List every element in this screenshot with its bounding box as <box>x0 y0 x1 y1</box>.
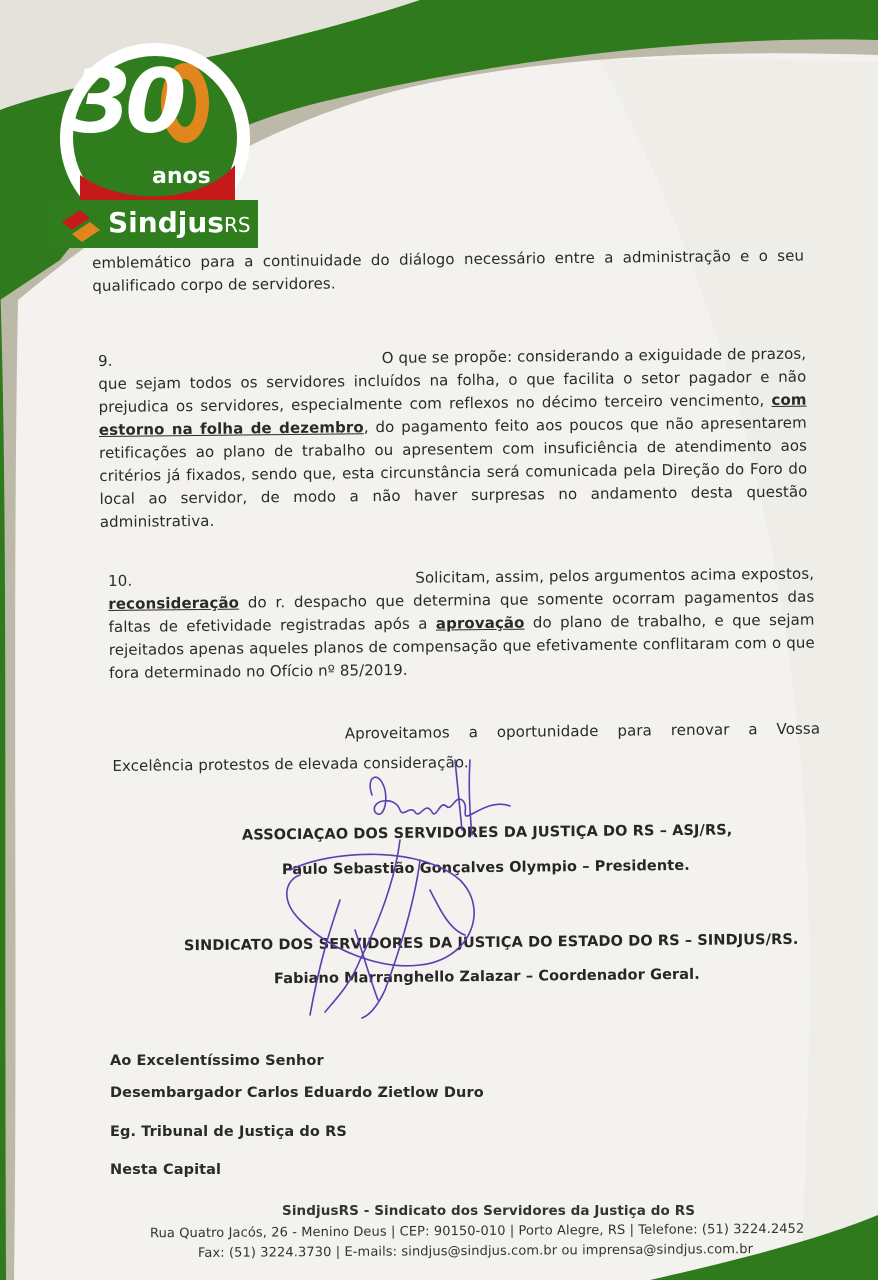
addressee-line-2: Desembargador Carlos Eduardo Zietlow Duro <box>110 1085 484 1101</box>
closing-paragraph <box>112 718 821 778</box>
logo-brand-suffix: RS <box>223 213 251 237</box>
footer-address: Rua Quatro Jacós, 26 - Menino Deus | CEP: 90150-010 | Porto Alegre, RS | Telefone: (51) 3224.2452 <box>149 1221 805 1242</box>
addressee-line-4: Nesta Capital <box>110 1162 222 1178</box>
addressee-line-1: Ao Excelentíssimo Senhor <box>110 1053 324 1069</box>
p10-text-a: do r. despacho que determina que somente ocorram pagamentos das faltas de efetividade registradas após a <box>108 587 815 636</box>
closing-start: Aproveitamos a oportunidade para renovar a Vossa <box>344 719 821 743</box>
p9-body <box>98 366 808 534</box>
logo-brand-name: Sindjus <box>108 206 224 239</box>
intro-line-1: emblemático para a continuidade do diálogo necessário entre a administração e o seu <box>92 246 805 272</box>
p9-start: O que se propõe: considerando a exiguidade de prazos, <box>381 344 807 368</box>
logo-number: 30 <box>70 50 181 153</box>
p10-emphasis-2: aprovação <box>435 613 525 633</box>
footer-contacts: Fax: (51) 3224.3730 | E-mails: sindjus@sindjus.com.br ou imprensa@sindjus.com.br <box>197 1242 754 1261</box>
signatory-person-1: Paulo Sebastião Gonçalves Olympio – Presidente. <box>281 857 690 879</box>
logo-anos: anos <box>152 164 211 189</box>
paragraph-9 <box>98 343 808 534</box>
signatory-org-1: ASSOCIAÇAO DOS SERVIDORES DA JUSTIÇA DO RS – ASJ/RS, <box>241 822 733 844</box>
closing-end: Excelência protestos de elevada consideração. <box>112 753 469 775</box>
signatory-org-2: SINDICATO DOS SERVIDORES DA JUSTIÇA DO ESTADO DO RS – SINDJUS/RS. <box>183 931 799 955</box>
p10-emphasis-1: reconsideração <box>108 593 240 613</box>
footer-title: SindjusRS - Sindicato dos Servidores da Justiça do RS <box>282 1203 696 1219</box>
addressee-line-3: Eg. Tribunal de Justiça do RS <box>110 1124 347 1140</box>
p9-emphasis: com estorno na folha de dezembro <box>98 390 807 439</box>
intro-line-2: qualificado corpo de servidores. <box>92 274 336 295</box>
p10-number: 10. <box>108 571 133 590</box>
p10-text-b: do plano de trabalho, e que sejam rejeitados apenas aqueles planos de compensação que efetivamente conflitaram com o que fora determinado no Ofício nº 85/2019. <box>108 610 815 682</box>
p9-text-a: que sejam todos os servidores incluídos na folha, o que facilita o setor pagador e não prejudica os servidores, especialmente com reflexos no décimo terceiro vencimento, <box>98 367 807 416</box>
intro-paragraph <box>92 245 804 298</box>
p9-text-b: , do pagamento feito aos poucos que não apresentarem retificações ao plano de trabalho ou apresentem com insuficiência de atendimento aos critérios já fixados, sendo que, esta circunstância será comunicada pela Direção do Foro do local ao servidor, de modo a não haver surpresas no andamento desta questão administrativa. <box>98 413 808 531</box>
p10-start: Solicitam, assim, pelos argumentos acima expostos, <box>415 564 815 587</box>
signatory-person-2: Fabiano Marranghello Zalazar – Coordenador Geral. <box>273 966 700 988</box>
p10-body <box>108 586 815 685</box>
paragraph-10 <box>108 563 815 685</box>
p9-number: 9. <box>98 351 113 370</box>
